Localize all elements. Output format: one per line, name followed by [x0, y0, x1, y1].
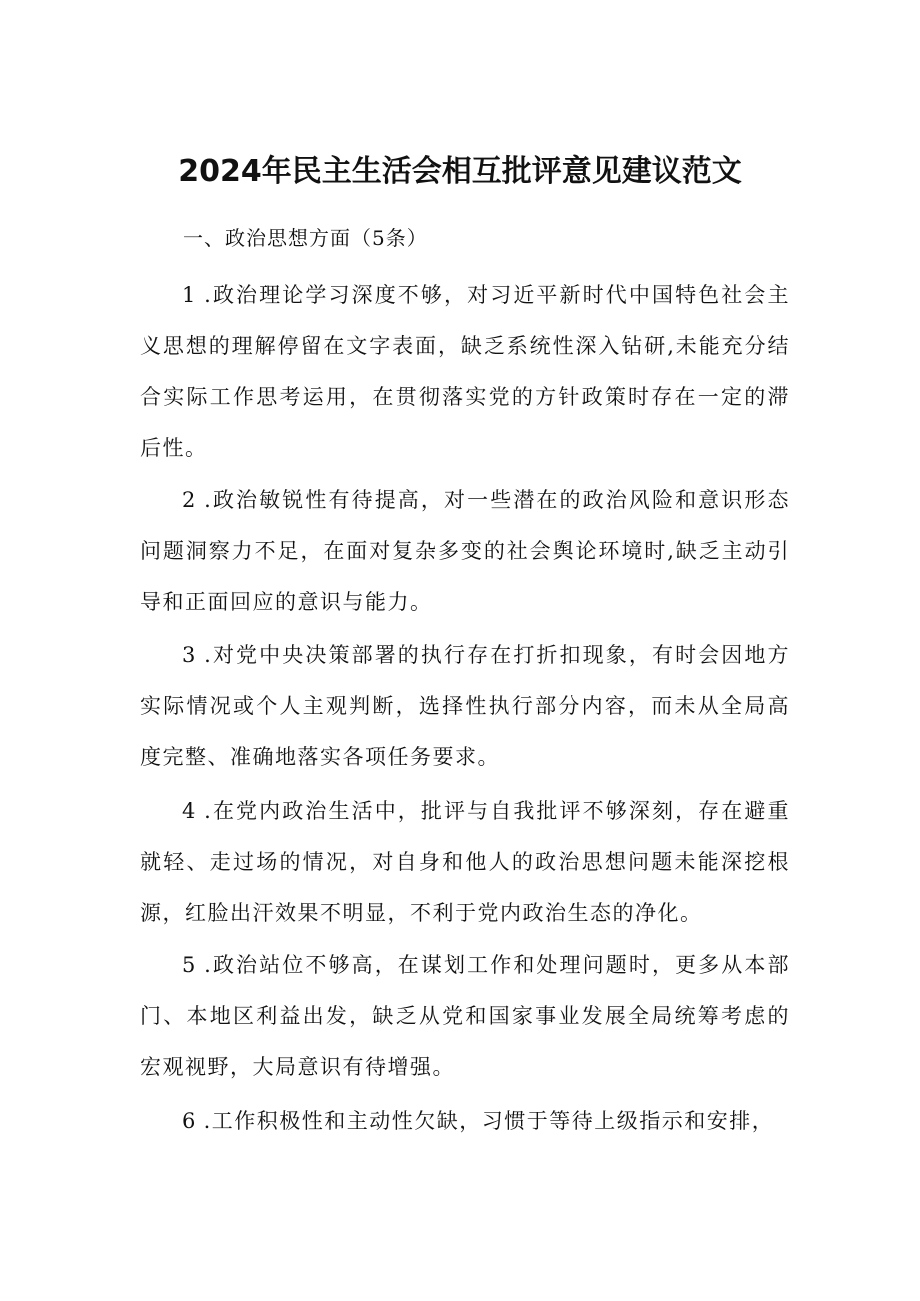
section-heading: 一、政治思想方面（5条） — [183, 226, 428, 250]
paragraph-4 — [140, 786, 790, 939]
paragraph-6 — [140, 1096, 790, 1147]
paragraph-text: 工作积极性和主动性欠缺，习惯于等待上级指示和安排， — [211, 1109, 775, 1133]
paragraph-number: 3 — [182, 643, 196, 667]
paragraph-2 — [140, 475, 790, 628]
paragraph-separator: . — [203, 1109, 212, 1133]
paragraph-number: 1 — [182, 283, 196, 307]
paragraph-separator: . — [204, 799, 213, 823]
paragraph-1 — [140, 270, 790, 474]
document-title: 2024年民主生活会相互批评意见建议范文 — [178, 154, 742, 189]
paragraph-separator: . — [204, 643, 213, 667]
paragraph-text: 对党中央决策部署的执行存在打折扣现象，有时会因地方实际情况或个人主观判断，选择性执行部分内容，而未从全局高度完整、准确地落实各项任务要求。 — [140, 643, 790, 769]
paragraph-text: 在党内政治生活中，批评与自我批评不够深刻，存在避重就轻、走过场的情况，对自身和他人的政治思想问题未能深挖根源，红脸出汗效果不明显，不利于党内政治生态的净化。 — [140, 799, 790, 925]
paragraph-number: 4 — [182, 799, 196, 823]
paragraph-3 — [140, 630, 790, 783]
paragraph-number: 2 — [182, 488, 196, 512]
paragraph-separator: . — [204, 953, 213, 977]
paragraph-5 — [140, 940, 790, 1093]
paragraph-text: 政治理论学习深度不够，对习近平新时代中国特色社会主义思想的理解停留在文字表面，缺乏系统性深入钻研,未能充分结合实际工作思考运用，在贯彻落实党的方针政策时存在一定的滞后性。 — [140, 283, 790, 460]
paragraph-separator: . — [204, 283, 213, 307]
paragraph-number: 6 — [182, 1109, 196, 1133]
paragraph-text: 政治站位不够高，在谋划工作和处理问题时，更多从本部门、本地区利益出发，缺乏从党和国家事业发展全局统筹考虑的宏观视野，大局意识有待增强。 — [140, 953, 790, 1079]
paragraph-number: 5 — [182, 953, 196, 977]
paragraph-text: 政治敏锐性有待提高，对一些潜在的政治风险和意识形态问题洞察力不足，在面对复杂多变的社会舆论环境时,缺乏主动引导和正面回应的意识与能力。 — [140, 488, 790, 614]
paragraph-separator: . — [204, 488, 213, 512]
